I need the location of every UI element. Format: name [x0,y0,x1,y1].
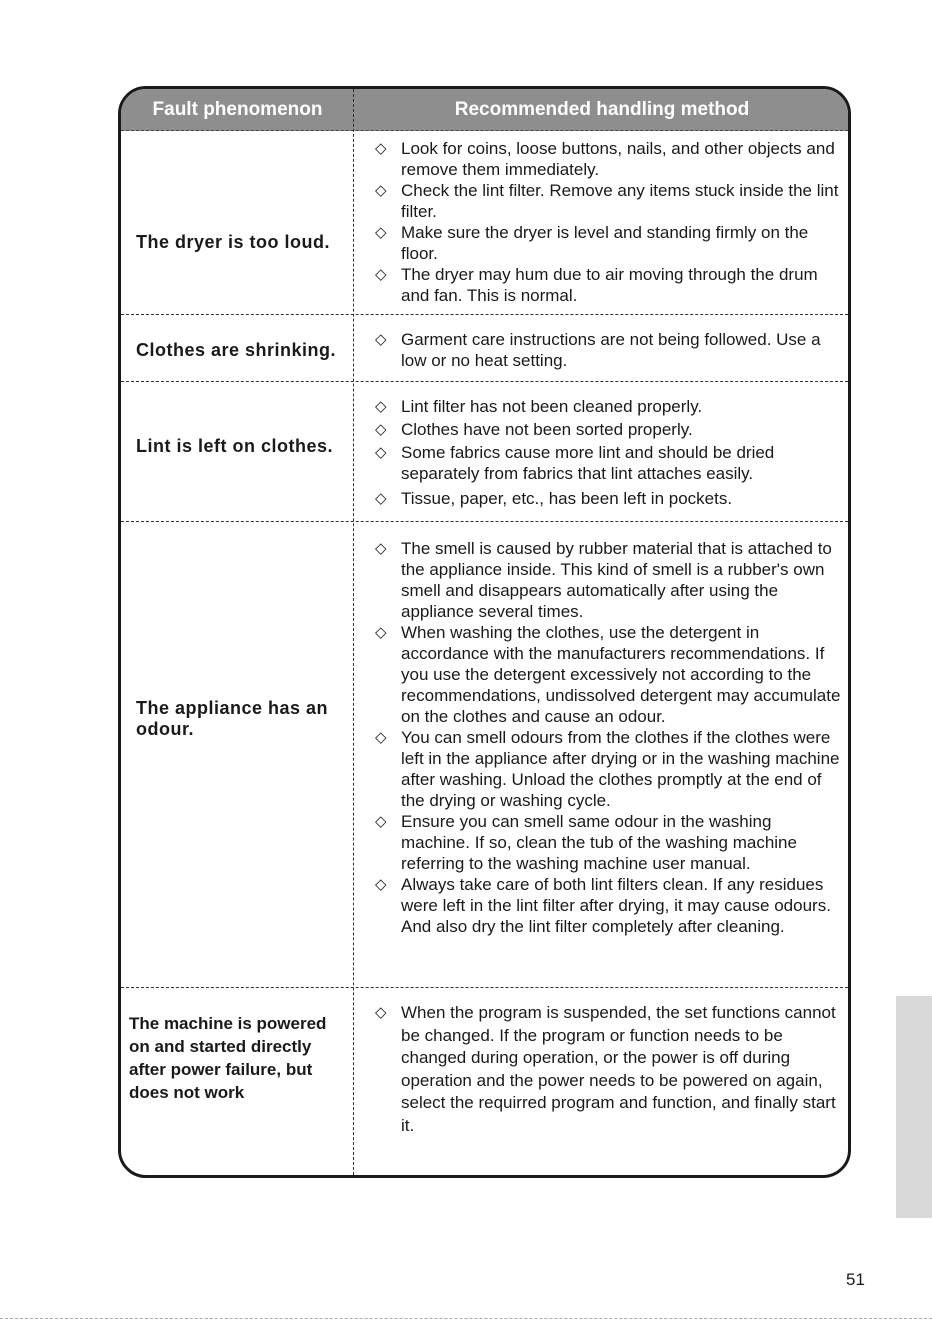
method-item: ◇ Tissue, paper, etc., has been left in pockets. [375,489,733,508]
methods-appliance-odour [371,538,842,937]
row-separator [121,521,848,522]
method-item: ◇ Clothes have not been sorted properly. [375,420,693,439]
fault-lint-on-clothes: Lint is left on clothes. [136,436,334,456]
troubleshooting-table [118,86,851,1178]
diamond-bullet-icon: ◇ [375,224,387,241]
fault-power-failure: The machine is powered on and started directly after power failure, but does not work [129,1014,327,1102]
diamond-bullet-icon: ◇ [375,490,387,507]
method-item: ◇ Ensure you can smell same odour in the washing machine. If so, clean the tub of the washing machine referring to the washing machine user manual. [375,812,797,873]
row-separator [121,314,848,315]
bottom-rule [0,1318,932,1319]
row-separator [121,381,848,382]
method-item: ◇ Garment care instructions are not being followed. Use a low or no heat setting. [375,330,821,370]
row-separator [121,987,848,988]
table-header [121,89,848,131]
methods-clothes-shrinking [371,329,842,371]
methods-lint-on-clothes [371,396,842,509]
fault-dryer-too-loud: The dryer is too loud. [136,232,331,252]
methods-dryer-too-loud [371,138,842,306]
diamond-bullet-icon: ◇ [375,444,387,461]
diamond-bullet-icon: ◇ [375,876,387,893]
diamond-bullet-icon: ◇ [375,1004,387,1021]
page-number: 51 [846,1270,865,1289]
method-item: ◇ Check the lint filter. Remove any items stuck inside the lint filter. [375,181,839,221]
diamond-bullet-icon: ◇ [375,540,387,557]
fault-clothes-shrinking: Clothes are shrinking. [136,340,337,360]
header-handling-method: Recommended handling method [454,99,750,120]
methods-power-failure [371,1002,842,1138]
fault-appliance-odour: The appliance has an odour. [136,698,329,739]
diamond-bullet-icon: ◇ [375,624,387,641]
diamond-bullet-icon: ◇ [375,813,387,830]
diamond-bullet-icon: ◇ [375,398,387,415]
section-tab [896,996,932,1218]
diamond-bullet-icon: ◇ [375,729,387,746]
method-item: ◇ You can smell odours from the clothes if the clothes were left in the appliance after drying or in the washing machine after washing. Unload the clothes promptly at the end of the drying or washing cycle. [375,728,840,810]
method-item: ◇ Some fabrics cause more lint and should be dried separately from fabrics that lint attaches easily. [375,443,775,483]
diamond-bullet-icon: ◇ [375,140,387,157]
method-item: ◇ The smell is caused by rubber material that is attached to the appliance inside. This kind of smell is a rubber's own smell and disappears automatically after using the appliance several times. [375,539,832,621]
header-fault-phenomenon: Fault phenomenon [152,99,323,120]
diamond-bullet-icon: ◇ [375,182,387,199]
method-item: ◇ When the program is suspended, the set functions cannot be changed. If the program or function needs to be changed during operation, or the power is off during operation and the power needs to be powered on again, select the requirred program and function, and finally start it. [375,1003,836,1135]
method-item: ◇ Look for coins, loose buttons, nails, and other objects and remove them immediately. [375,139,835,179]
method-item: ◇ Lint filter has not been cleaned properly. [375,397,703,416]
method-item: ◇ The dryer may hum due to air moving through the drum and fan. This is normal. [375,265,818,305]
method-item: ◇ Always take care of both lint filters clean. If any residues were left in the lint filter after drying, it may cause odours. And also dry the lint filter completely after cleaning. [375,875,831,936]
method-item: ◇ When washing the clothes, use the detergent in accordance with the manufacturers recommendations. If you use the detergent excessively not according to the recommendations, undissolved detergent may accumulate on the clothes and cause an odour. [375,623,841,726]
method-item: ◇ Make sure the dryer is level and standing firmly on the floor. [375,223,809,263]
diamond-bullet-icon: ◇ [375,421,387,438]
diamond-bullet-icon: ◇ [375,266,387,283]
diamond-bullet-icon: ◇ [375,331,387,348]
